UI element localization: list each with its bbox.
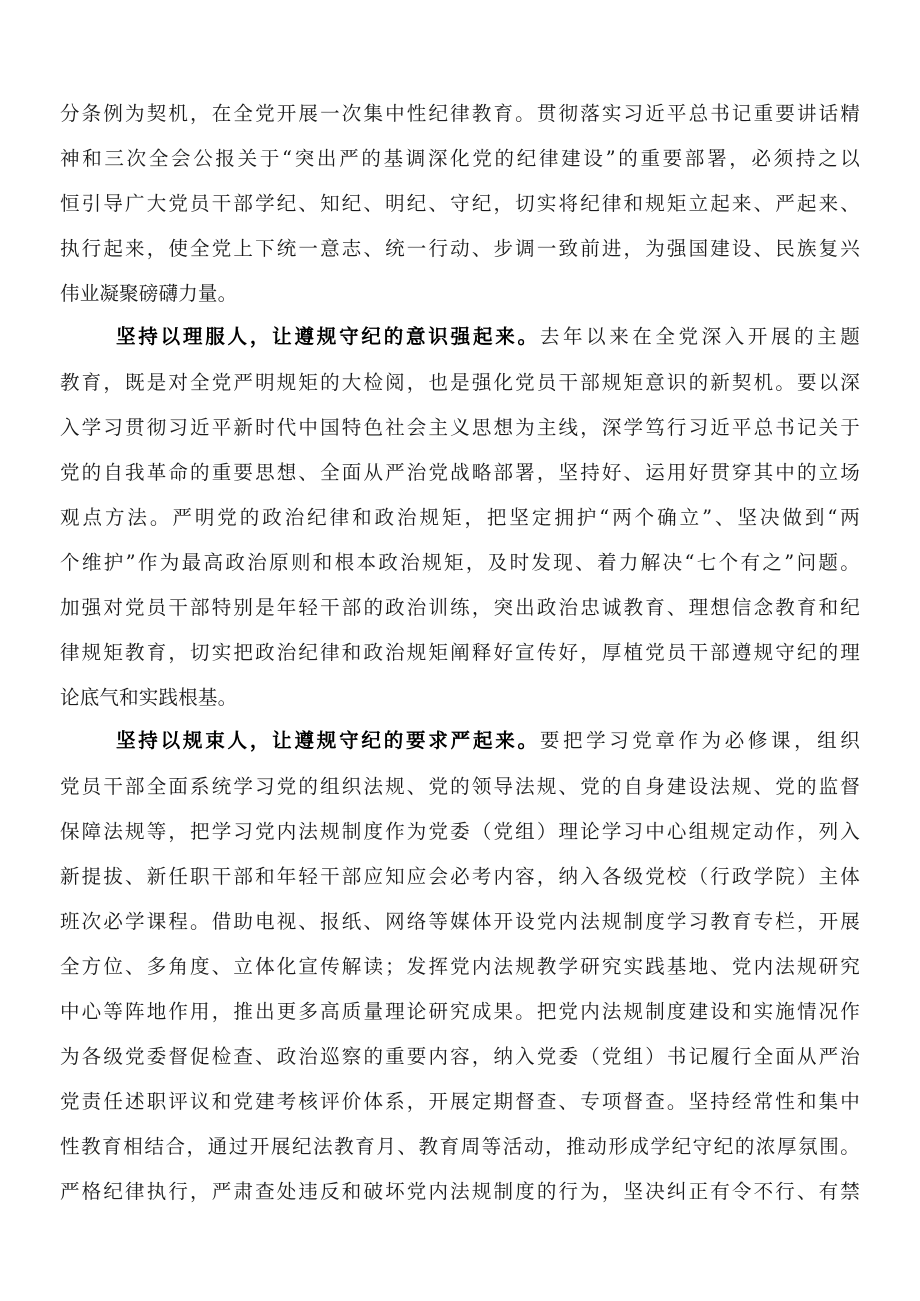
paragraph-3-heading: 坚持以规束人，让遵规守纪的要求严起来。 xyxy=(116,729,540,752)
paragraph-2-heading: 坚持以理服人，让遵规守纪的意识强起来。 xyxy=(116,325,540,348)
paragraph-2-line: 教育，既是对全党严明规矩的大检阅，也是强化党员干部规矩意识的新契机。要以深 xyxy=(60,371,860,394)
paragraph-3-line: 新提拔、新任职干部和年轻干部应知应会必考内容，纳入各级党校（行政学院）主体 xyxy=(60,865,860,888)
paragraph-3-line: 严格纪律执行，严肃查处违反和破坏党内法规制度的行为，坚决纠正有令不行、有禁 xyxy=(60,1180,860,1203)
paragraph-3-line: 全方位、多角度、立体化宣传解读；发挥党内法规教学研究实践基地、党内法规研究 xyxy=(60,955,860,978)
paragraph-1-line: 神和三次全会公报关于“突出严的基调深化党的纪律建设”的重要部署，必须持之以 xyxy=(60,147,860,170)
paragraph-2-line: 律规矩教育，切实把政治纪律和政治规矩阐释好宣传好，厚植党员干部遵规守纪的理 xyxy=(60,641,860,664)
paragraph-2-line: 入学习贯彻习近平新时代中国特色社会主义思想为主线，深学笃行习近平总书记关于 xyxy=(60,416,860,439)
paragraph-2-first-line-text: 去年以来在全党深入开展的主题 xyxy=(539,325,860,348)
paragraph-2-line: 论底气和实践根基。 xyxy=(60,686,238,709)
paragraph-3-line: 党员干部全面系统学习党的组织法规、党的领导法规、党的自身建设法规、党的监督 xyxy=(60,775,860,798)
paragraph-3-line: 中心等阵地作用，推出更多高质量理论研究成果。把党内法规制度建设和实施情况作 xyxy=(60,1000,860,1023)
paragraph-1-line: 分条例为契机，在全党开展一次集中性纪律教育。贯彻落实习近平总书记重要讲话精 xyxy=(60,102,860,125)
paragraph-2-line: 党的自我革命的重要思想、全面从严治党战略部署，坚持好、运用好贯穿其中的立场 xyxy=(60,461,860,484)
paragraph-2-first-line xyxy=(116,317,860,357)
paragraph-1-line: 恒引导广大党员干部学纪、知纪、明纪、守纪，切实将纪律和规矩立起来、严起来、 xyxy=(60,192,860,215)
paragraph-2-line: 个维护”作为最高政治原则和根本政治规矩，及时发现、着力解决“七个有之”问题。 xyxy=(60,551,860,574)
paragraph-1-line: 伟业凝聚磅礴力量。 xyxy=(60,282,238,305)
paragraph-3-line: 党责任述职评议和党建考核评价体系，开展定期督查、专项督查。坚持经常性和集中 xyxy=(60,1090,860,1113)
paragraph-2-line: 加强对党员干部特别是年轻干部的政治训练，突出政治忠诚教育、理想信念教育和纪 xyxy=(60,596,860,619)
paragraph-3-first-line-text: 要把学习党章作为必修课，组织 xyxy=(539,729,860,752)
paragraph-3-line: 为各级党委督促检查、政治巡察的重要内容，纳入党委（党组）书记履行全面从严治 xyxy=(60,1045,860,1068)
paragraph-3-first-line xyxy=(116,721,860,761)
paragraph-3-line: 班次必学课程。借助电视、报纸、网络等媒体开设党内法规制度学习教育专栏，开展 xyxy=(60,910,860,933)
paragraph-2-line: 观点方法。严明党的政治纪律和政治规矩，把坚定拥护“两个确立”、坚决做到“两 xyxy=(60,506,860,529)
paragraph-1-line: 执行起来，使全党上下统一意志、统一行动、步调一致前进，为强国建设、民族复兴 xyxy=(60,237,860,260)
paragraph-3-line: 性教育相结合，通过开展纪法教育月、教育周等活动，推动形成学纪守纪的浓厚氛围。 xyxy=(60,1135,860,1158)
paragraph-3-line: 保障法规等，把学习党内法规制度作为党委（党组）理论学习中心组规定动作，列入 xyxy=(60,820,860,843)
